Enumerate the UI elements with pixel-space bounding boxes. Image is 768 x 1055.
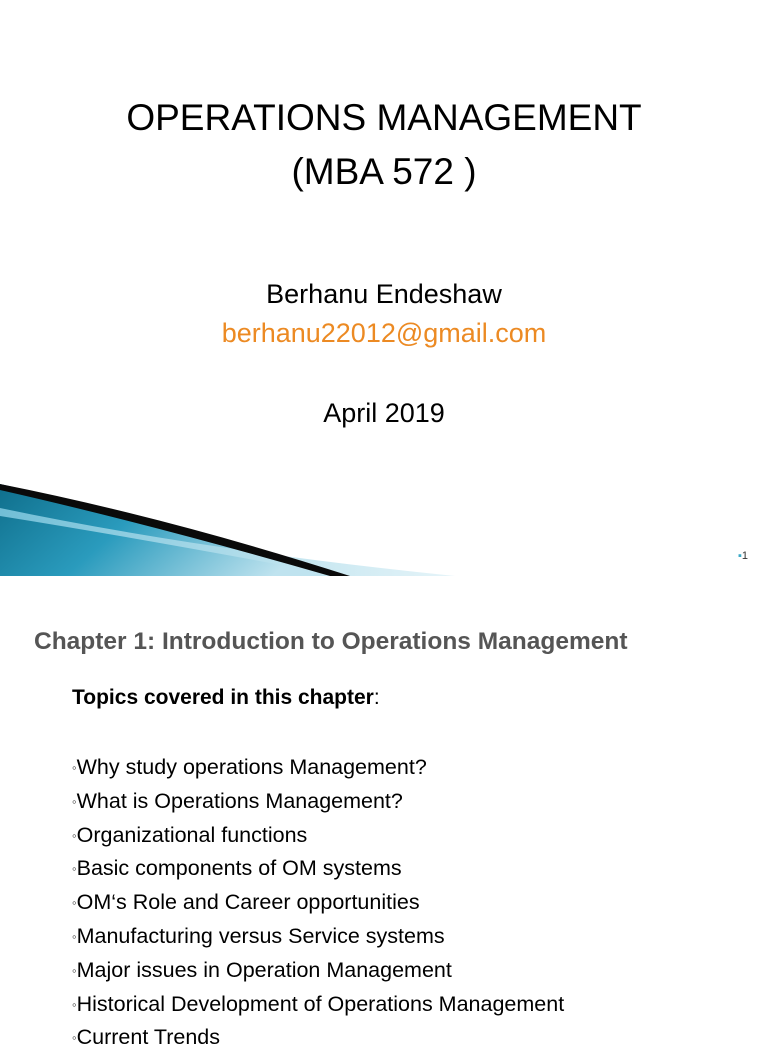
list-item [72,751,564,785]
page-number-value: 1 [741,550,748,562]
topic-text: What is Operations Management? [76,788,403,813]
topic-text: Major issues in Operation Management [76,957,452,982]
presentation-date: April 2019 [323,398,445,428]
square-bullet-icon: ▪ [737,550,742,562]
slide-title-line-1: OPERATIONS MANAGEMENT [126,97,642,138]
circle-bullet-icon: ◦ [72,928,77,944]
list-item [72,886,564,920]
topic-text: Manufacturing versus Service systems [76,923,445,948]
list-item [72,988,564,1022]
topic-text: Current Trends [76,1025,221,1050]
circle-bullet-icon: ◦ [72,827,77,843]
list-item [72,920,564,954]
circle-bullet-icon: ◦ [72,1030,77,1046]
topic-list [72,751,564,1055]
topics-label-text: Topics covered in this chapter [72,686,374,709]
circle-bullet-icon: ◦ [72,962,77,978]
list-item [72,954,564,988]
circle-bullet-icon: ◦ [72,996,77,1012]
topics-label [72,686,380,710]
topic-text: Why study operations Management? [76,755,427,779]
chapter-slide [0,588,768,1050]
topic-text: OM‘s Role and Career opportunities [76,890,420,915]
chapter-title: Chapter 1: Introduction to Operations Management [34,628,628,655]
list-item [72,852,564,886]
list-item [72,819,564,853]
circle-bullet-icon: ◦ [72,861,77,877]
list-item [72,1021,564,1055]
circle-bullet-icon: ◦ [72,895,77,911]
slide-title-line-2: (MBA 572 ) [291,151,477,192]
topic-text: Historical Development of Operations Management [76,991,565,1016]
topic-text: Basic components of OM systems [76,856,402,881]
topic-text: Organizational functions [76,822,308,847]
topics-label-colon: : [373,686,380,709]
circle-bullet-icon: ◦ [72,793,77,809]
circle-bullet-icon: ◦ [72,760,77,775]
decorative-swoosh-graphic [0,480,470,576]
author-email-link[interactable]: berhanu22012@gmail.com [221,318,547,348]
author-name: Berhanu Endeshaw [266,279,502,309]
slide-page-number [738,550,748,562]
list-item [72,785,564,819]
